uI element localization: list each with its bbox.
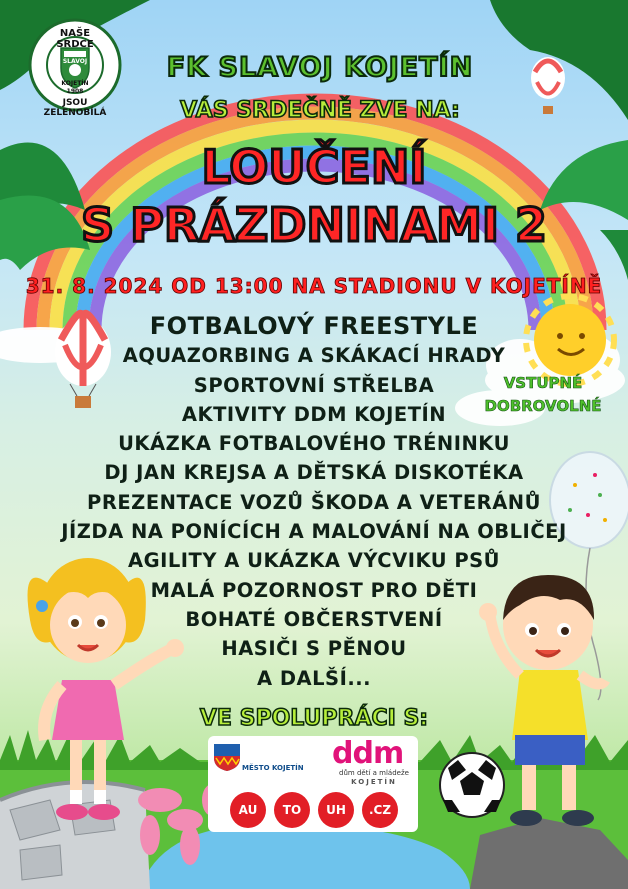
partner-ddm-subtitle: dům dětí a mládeže: [339, 769, 409, 777]
logo-inner-name: SLAVOJ: [62, 58, 88, 65]
activity-item: HASIČI S PĚNOU: [221, 637, 407, 661]
activity-item: BOHATÉ OBČERSTVENÍ: [185, 607, 443, 631]
activity-item: FOTBALOVÝ FREESTYLE: [149, 312, 479, 340]
activity-item: DJ JAN KREJSA A DĚTSKÁ DISKOTÉKA: [104, 461, 524, 485]
partner-ddm-logo: ddm: [332, 736, 404, 771]
partner-mesto: MĚSTO KOJETÍN: [242, 764, 304, 772]
activity-item: SPORTOVNÍ STŘELBA: [193, 373, 435, 397]
activity-item: AKTIVITY DDM KOJETÍN: [181, 402, 447, 426]
activity-item: UKÁZKA FOTBALOVÉHO TRÉNINKU: [118, 432, 510, 456]
logo-year: 1908: [66, 88, 84, 95]
activity-item: JÍZDA NA PONÍCÍCH A MALOVÁNÍ NA OBLIČEJ: [61, 520, 567, 544]
activity-item: AQUAZORBING A SKÁKACÍ HRADY: [122, 344, 506, 368]
autouh-logo-part: AU: [230, 792, 266, 828]
activity-item: AGILITY A UKÁZKA VÝCVIKU PSŮ: [127, 549, 501, 573]
logo-inner-town: KOJETÍN: [61, 80, 89, 87]
autouh-logo-part: UH: [318, 792, 354, 828]
invite-line: VÁS SRDEČNĚ ZVE NA:: [180, 98, 460, 123]
activity-item: A DALŠÍ...: [256, 666, 372, 690]
activity-item: PREZENTACE VOZŮ ŠKODA A VETERÁNŮ: [87, 490, 541, 514]
admission-note: [468, 372, 618, 418]
event-date-location: 31. 8. 2024 OD 13:00 NA STADIONU V KOJETÍNĚ: [25, 274, 603, 298]
football-icon: [440, 753, 504, 817]
club-name: FK SLAVOJ KOJETÍN: [166, 52, 474, 83]
logo-bottom-text: JSOU ZELENOBÍLÁ: [43, 98, 107, 118]
admission-line-1: VSTUPNÉ: [503, 374, 583, 392]
event-title-line-1: LOUČENÍ: [201, 140, 427, 194]
logo-top-text: NAŠE SRDCE: [56, 28, 94, 50]
autouh-logo-part: TO: [274, 792, 310, 828]
town-crest-icon: [212, 742, 242, 772]
activity-item: MALÁ POZORNOST PRO DĚTI: [150, 578, 478, 602]
admission-line-2: DOBROVOLNÉ: [484, 397, 602, 415]
event-title-line-2: S PRÁZDNINAMI 2: [80, 198, 548, 252]
autouh-logo-part: .CZ: [362, 792, 398, 828]
activities-list: [60, 312, 568, 693]
hot-air-balloon-small-icon: [531, 57, 565, 114]
cooperation-label: VE SPOLUPRÁCI S:: [199, 706, 429, 731]
partner-ddm-town: KOJETÍN: [351, 778, 397, 786]
partner-logos: [208, 736, 418, 832]
